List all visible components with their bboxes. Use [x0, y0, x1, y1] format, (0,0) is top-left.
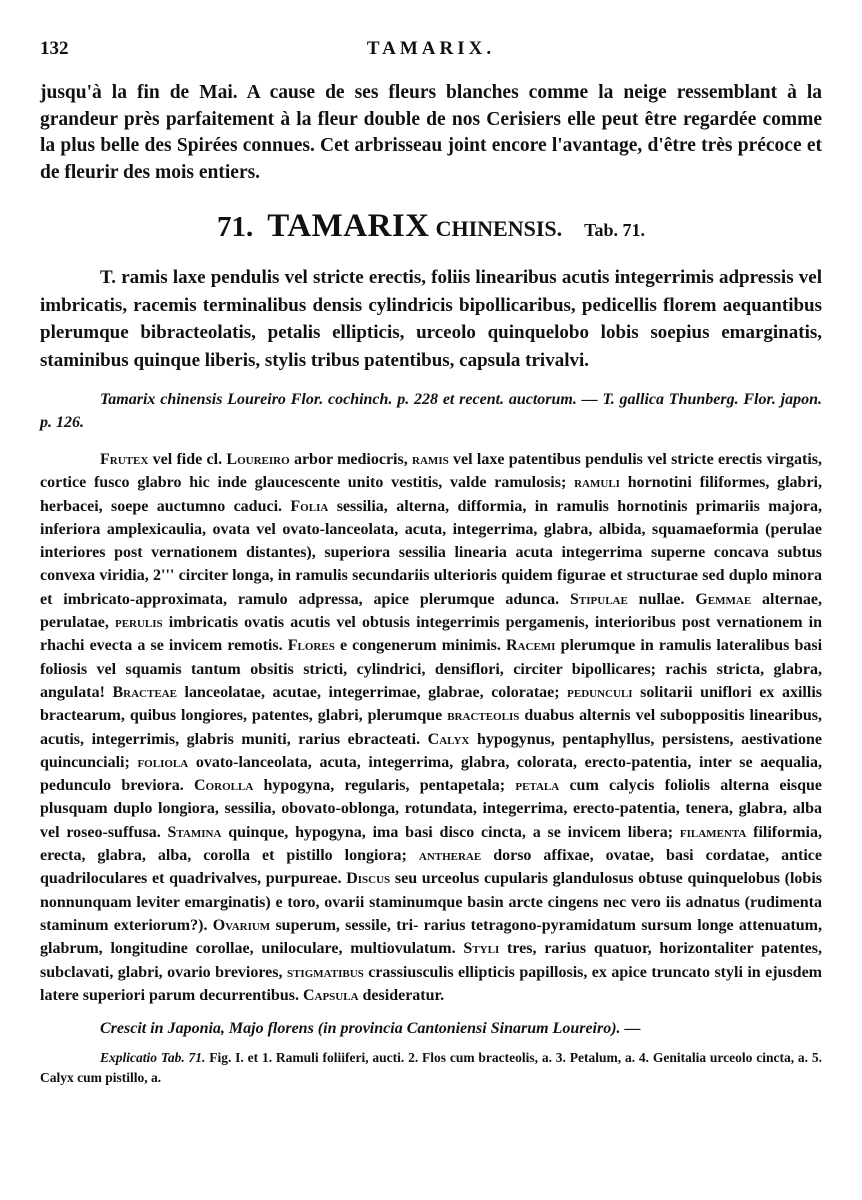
description-term: Bracteae [112, 683, 177, 701]
species-heading [40, 206, 822, 250]
description-text: hypogynus, pentaphyllus, persistens, aestivatione quincunciali; [40, 730, 822, 771]
description-term: filamenta [679, 823, 747, 841]
description-text: alternae, perulatae, [40, 590, 822, 632]
page-number: 132 [40, 38, 69, 59]
plate-explanation [40, 1048, 822, 1088]
description-text: lanceolatae, acutae, integerrimae, glabrae, coloratae; [176, 683, 568, 701]
species-number: 71. [216, 211, 254, 243]
description-text: superum, sessile, tri- rarius tetragono-pyramidatum sursum longe attenuatum, glabrum, longitudine corollae, uniloculare, multiovulatum. [40, 916, 823, 958]
description-text: plerumque in ramulis lateralibus basi foliosis vel squamis tantum obsitis stricti, cylindrici, densiflori, circiter bipollicares; rachis stricta, glabra, angulata! [40, 637, 823, 701]
description-text: hornotini filiformes, glabri, herbacei, soepe auctumno caduci. [40, 474, 823, 515]
description-text: imbricatis ovatis acutis vel obtusis integerrimis pergamenis, interioribus post vernationem in rhachi evecta a se invicem remotis. [40, 614, 823, 655]
description-term: bracteolis [447, 707, 520, 725]
description-text: arbor mediocris, [289, 451, 413, 468]
description-term: pedunculi [567, 683, 633, 701]
description-term: stigmatibus [286, 963, 364, 981]
description-text: vel laxe patentibus pendulis vel stricte erectis virgatis, cortice fusco glabro hic inde glaucescente unito vestitis, valde ramulosis; [40, 451, 822, 492]
description-term: Ovarium [212, 916, 271, 934]
description-text: vel fide cl. [148, 451, 227, 468]
description-term: Capsula [302, 986, 359, 1004]
description-text: sessilia, alterna, difformia, in ramulis hornotinis primariis majora, inferiora amplexicaulia, ovata vel ovato-lanceolata, acuta, integerrima, glabra, albida, squamaeformia (perulae interiores post vernationem distantes), superiora sessilia linearia acuta integerrima superne concava subtus convexa viridia, 2''' circiter longa, in ramulis secundariis ulterioris quidem figurae et structurae sed duplo minora et imbricato-approximata, ramulo adpressa, apice plerumque adunca. [40, 497, 823, 608]
description-term: perulis [114, 614, 163, 632]
description-text: tres, rarius quatuor, horizontaliter patentes, subclavati, glabri, ovario breviores, [40, 940, 823, 981]
description-term: foliola [137, 753, 189, 771]
intro-paragraph: jusqu'à la fin de Mai. A cause de ses fleurs blanches comme la neige ressemblant à la grandeur près parfaitement à la fleur double de nos Cerisiers elle peut être regardée comme la plus belle des Spirées connues. Cet arbrisseau joint encore l'avantage, d'être très précoce et de fleurir des mois entiers. [40, 82, 822, 183]
description-term: Loureiro [226, 451, 290, 468]
plate-explanation-text: Fig. I. et 1. Ramuli foliiferi, aucti. 2. Flos cum bracteolis, a. 3. Petalum, a. 4. Genitalia urceolo cincta, a. 5. Calyx cum pistillo, a. [40, 1050, 822, 1086]
description-text: duabus alternis vel suboppositis linearibus, acutis, integerrimis, glabris muniti, rarius ebracteati. [40, 707, 822, 748]
description-term: petala [515, 777, 560, 795]
description-term: Frutex [100, 451, 149, 468]
description-text: crassiusculis ellipticis papillosis, ex apice truncato styli in ejusdem latere superiori parum decurrentibus. [40, 963, 822, 1004]
habitat-paragraph: Crescit in Japonia, Majo florens (in provincia Cantoniensi Sinarum Loureiro). — [100, 1020, 641, 1038]
description-term: antherae [418, 847, 482, 865]
synonymy-paragraph: Tamarix chinensis Loureiro Flor. cochinch. p. 228 et recent. auctorum. — T. gallica Thunberg. Flor. japon. p. 126. [40, 391, 822, 431]
description-text: cum calycis foliolis alterna eisque plusquam duplo longiora, sessilia, obovato-oblonga, rotundata, integerrima, erecto-patentia, tenera, glabra, alba vel roseo-suffusa. [40, 777, 823, 841]
diagnosis-paragraph: T. ramis laxe pendulis vel stricte erectis, foliis linearibus acutis integerrimis adpressis vel imbricatis, racemis terminalibus densis cylindricis bipollicaribus, pedicellis florem aequantibus plerumque bibracteolatis, petalis ellipticis, urceolo quinquelobo lobis soepius emarginatis, staminibus quinque liberis, stylis tribus patentibus, capsula trivalvi. [40, 267, 822, 371]
description-term: Stamina [167, 823, 222, 841]
description-term: Folia [290, 497, 329, 515]
description-term: Gemmae [695, 590, 752, 608]
description-text: dorso affixae, ovatae, basi cordatae, antice quadriloculares et quadrivalves, purpureae. [40, 847, 823, 888]
description-term: Flores [287, 637, 335, 655]
description-term: Discus [346, 870, 391, 888]
description-text: filiformia, erecta, glabra, alba, corolla et pistillo longiora; [40, 823, 822, 865]
description-text: desideratur. [358, 986, 445, 1004]
running-title: TAMARIX. [366, 38, 496, 59]
description-text: solitarii uniflori ex axillis bractearum, quibus longiores, patentes, glabri, plerumque [40, 683, 822, 725]
description-term: ramis [412, 451, 449, 468]
description-term: Stipulae [570, 590, 628, 608]
species-epithet: CHINENSIS. [435, 216, 563, 241]
description-term: Corolla [194, 777, 254, 795]
description-text: nullae. [627, 590, 696, 608]
description-text: ovato-lanceolata, acuta, integerrima, glabra, colorata, erecto-patentia, inter se aequalia, pedunculo breviora. [40, 753, 822, 795]
plate-explanation-label: Explicatio Tab. 71. [100, 1050, 206, 1066]
description-text: hypogyna, regularis, pentapetala; [253, 777, 516, 795]
description-text: seu urceolus cupularis glandulosus obtuse quinquelobus (lobis nonnunquam leviter emarginatis) e toro, ovarii staminumque basin arcte cingens nec vero iis adnatus (rudimenta staminum exteriorum?). [40, 870, 822, 934]
description-term: ramuli [574, 474, 620, 492]
description-term: Racemi [506, 637, 556, 655]
description-term: Calyx [427, 730, 470, 748]
species-genus: TAMARIX [267, 208, 430, 244]
plate-reference: Tab. 71. [584, 220, 646, 240]
description-term: Styli [463, 940, 500, 958]
description-paragraph [40, 448, 822, 1007]
page-header [40, 38, 822, 72]
description-text: quinque, hypogyna, ima basi disco cincta, a se invicem libera; [221, 823, 680, 841]
description-text: e congenerum minimis. [334, 637, 506, 655]
